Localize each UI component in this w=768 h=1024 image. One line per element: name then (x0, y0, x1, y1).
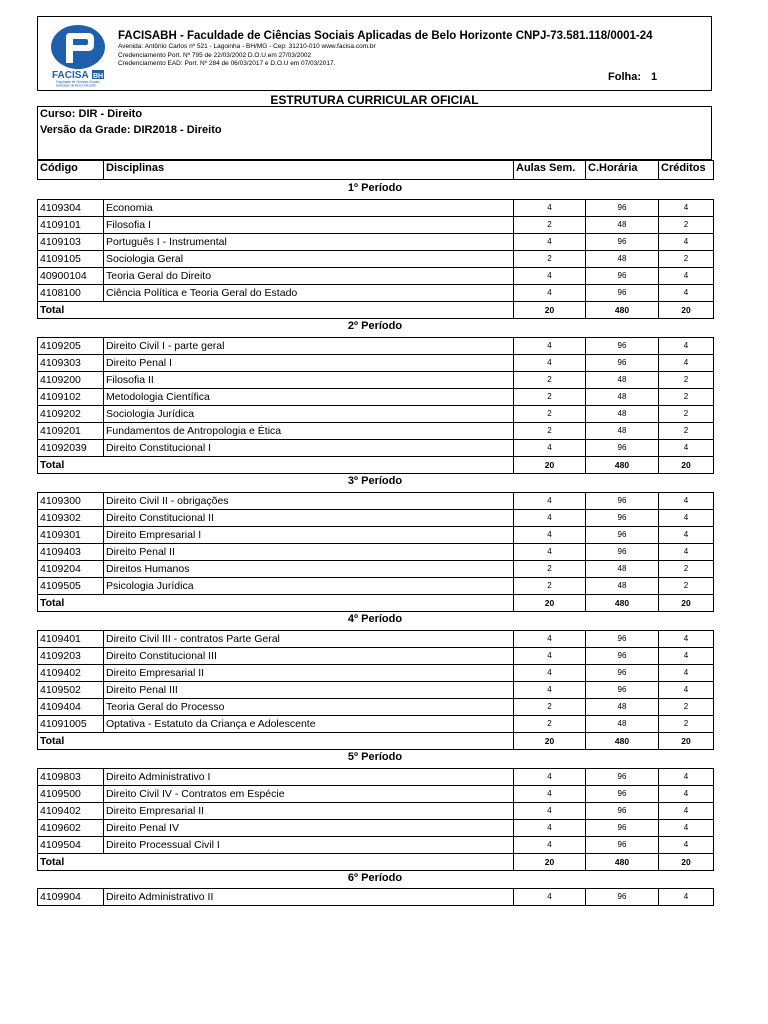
course-workload: 96 (586, 631, 659, 648)
course-credits: 4 (659, 510, 714, 527)
period-title: 6º Período (347, 872, 403, 884)
table-row (38, 682, 714, 699)
course-discipline: Direito Civil I - parte geral (104, 338, 514, 355)
period-table (37, 630, 714, 750)
logo-wordmark: FACISA (52, 70, 89, 81)
course-workload: 96 (586, 820, 659, 837)
course-credits: 2 (659, 389, 714, 406)
course-credits: 4 (659, 200, 714, 217)
course-workload: 48 (586, 699, 659, 716)
course-workload: 48 (586, 578, 659, 595)
course-workload: 96 (586, 338, 659, 355)
course-discipline: Sociologia Jurídica (104, 406, 514, 423)
course-workload: 96 (586, 786, 659, 803)
period-title: 5º Período (347, 751, 403, 763)
course-workload: 48 (586, 406, 659, 423)
table-row (38, 268, 714, 285)
table-row (38, 251, 714, 268)
course-code: 4109200 (38, 372, 104, 389)
accreditation-line-1: Credenciamento Port. Nº 795 de 22/03/2002 D.O.U.em 27/03/2002 (118, 52, 312, 59)
total-row (38, 854, 714, 871)
table-row (38, 217, 714, 234)
total-workload: 480 (586, 733, 659, 750)
course-code: 4109803 (38, 769, 104, 786)
course-code: 4109204 (38, 561, 104, 578)
course-code: 4109303 (38, 355, 104, 372)
course-code: 4109300 (38, 493, 104, 510)
course-workload: 96 (586, 268, 659, 285)
total-credits: 20 (659, 595, 714, 612)
course-code: 4109500 (38, 786, 104, 803)
course-credits: 4 (659, 338, 714, 355)
course-code: 4109502 (38, 682, 104, 699)
total-label: Total (38, 302, 514, 319)
course-credits: 4 (659, 440, 714, 457)
sheet-number (608, 71, 657, 83)
course-weekly-classes: 2 (514, 217, 586, 234)
course-workload: 48 (586, 561, 659, 578)
course-credits: 4 (659, 268, 714, 285)
course-discipline: Economia (104, 200, 514, 217)
course-workload: 48 (586, 372, 659, 389)
course-credits: 4 (659, 803, 714, 820)
course-discipline: Direito Penal IV (104, 820, 514, 837)
course-credits: 4 (659, 769, 714, 786)
total-row (38, 733, 714, 750)
header-discipline: Disciplinas (104, 161, 514, 180)
table-row (38, 200, 714, 217)
column-header-row (37, 160, 714, 180)
course-code: 4109205 (38, 338, 104, 355)
course-weekly-classes: 2 (514, 578, 586, 595)
course-credits: 2 (659, 217, 714, 234)
course-credits: 4 (659, 820, 714, 837)
course-credits: 4 (659, 889, 714, 906)
course-code: 4109105 (38, 251, 104, 268)
total-weekly-classes: 20 (514, 302, 586, 319)
course-weekly-classes: 2 (514, 423, 586, 440)
course-workload: 96 (586, 493, 659, 510)
course-discipline: Psicologia Jurídica (104, 578, 514, 595)
course-code: 4109402 (38, 803, 104, 820)
table-row (38, 372, 714, 389)
course-discipline: Direito Empresarial II (104, 665, 514, 682)
course-weekly-classes: 4 (514, 544, 586, 561)
course-code: 4108100 (38, 285, 104, 302)
course-code: 4109904 (38, 889, 104, 906)
total-workload: 480 (586, 854, 659, 871)
period-table (37, 337, 714, 474)
course-discipline: Direito Processual Civil I (104, 837, 514, 854)
course-credits: 2 (659, 699, 714, 716)
course-weekly-classes: 4 (514, 493, 586, 510)
course-discipline: Direito Civil II - obrigações (104, 493, 514, 510)
period-table (37, 768, 714, 871)
total-credits: 20 (659, 302, 714, 319)
course-credits: 2 (659, 716, 714, 733)
course-weekly-classes: 2 (514, 251, 586, 268)
course-discipline: Direito Empresarial II (104, 803, 514, 820)
course-discipline: Teoria Geral do Processo (104, 699, 514, 716)
period-table (37, 492, 714, 612)
course-weekly-classes: 4 (514, 682, 586, 699)
total-row (38, 302, 714, 319)
course-code: 4109504 (38, 837, 104, 854)
course-code: 4109201 (38, 423, 104, 440)
total-row (38, 457, 714, 474)
course-discipline: Sociologia Geral (104, 251, 514, 268)
table-row (38, 631, 714, 648)
table-row (38, 338, 714, 355)
course-weekly-classes: 4 (514, 769, 586, 786)
course-workload: 96 (586, 682, 659, 699)
table-row (38, 406, 714, 423)
course-discipline: Direito Penal III (104, 682, 514, 699)
course-discipline: Direito Empresarial I (104, 527, 514, 544)
course-code: 4109103 (38, 234, 104, 251)
table-row (38, 578, 714, 595)
table-row (38, 510, 714, 527)
course-code: 4109304 (38, 200, 104, 217)
course-workload: 96 (586, 234, 659, 251)
logo-tagline-2: Aplicadas de Belo Horizonte (56, 83, 97, 87)
course-discipline: Optativa - Estatuto da Criança e Adolescente (104, 716, 514, 733)
total-workload: 480 (586, 595, 659, 612)
course-credits: 2 (659, 372, 714, 389)
course-discipline: Metodologia Científica (104, 389, 514, 406)
course-weekly-classes: 2 (514, 699, 586, 716)
course-discipline: Direito Constitucional III (104, 648, 514, 665)
table-row (38, 440, 714, 457)
course-workload: 96 (586, 544, 659, 561)
sheet-value: 1 (651, 71, 658, 83)
course-workload: 96 (586, 200, 659, 217)
course-code: 4109302 (38, 510, 104, 527)
total-weekly-classes: 20 (514, 854, 586, 871)
table-row (38, 544, 714, 561)
total-credits: 20 (659, 457, 714, 474)
table-row (38, 561, 714, 578)
total-weekly-classes: 20 (514, 595, 586, 612)
course-code: 4109202 (38, 406, 104, 423)
period-title: 2º Período (347, 320, 403, 332)
course-weekly-classes: 4 (514, 803, 586, 820)
course-code: 4109203 (38, 648, 104, 665)
course-credits: 2 (659, 406, 714, 423)
course-weekly-classes: 2 (514, 372, 586, 389)
course-workload: 96 (586, 440, 659, 457)
course-credits: 4 (659, 527, 714, 544)
course-code: 4109102 (38, 389, 104, 406)
course-discipline: Filosofia I (104, 217, 514, 234)
total-row (38, 595, 714, 612)
course-discipline: Direito Civil III - contratos Parte Geral (104, 631, 514, 648)
total-credits: 20 (659, 854, 714, 871)
course-code: 4109505 (38, 578, 104, 595)
course-workload: 96 (586, 648, 659, 665)
document-title: ESTRUTURA CURRICULAR OFICIAL (270, 94, 479, 105)
course-code: 4109101 (38, 217, 104, 234)
course-weekly-classes: 4 (514, 285, 586, 302)
total-label: Total (38, 733, 514, 750)
course-weekly-classes: 4 (514, 527, 586, 544)
course-workload: 48 (586, 217, 659, 234)
course-weekly-classes: 4 (514, 631, 586, 648)
table-row (38, 423, 714, 440)
course-credits: 4 (659, 493, 714, 510)
course-weekly-classes: 4 (514, 648, 586, 665)
institution-header (37, 16, 712, 91)
course-workload: 96 (586, 769, 659, 786)
course-weekly-classes: 4 (514, 338, 586, 355)
course-code: 40900104 (38, 268, 104, 285)
course-discipline: Fundamentos de Antropologia e Ética (104, 423, 514, 440)
total-workload: 480 (586, 457, 659, 474)
table-row (38, 837, 714, 854)
course-discipline: Direito Penal II (104, 544, 514, 561)
course-code: 41091005 (38, 716, 104, 733)
total-credits: 20 (659, 733, 714, 750)
course-code: 4109403 (38, 544, 104, 561)
course-code: 4109602 (38, 820, 104, 837)
course-workload: 96 (586, 889, 659, 906)
course-weekly-classes: 4 (514, 510, 586, 527)
course-credits: 4 (659, 355, 714, 372)
course-discipline: Filosofia II (104, 372, 514, 389)
course-workload: 48 (586, 389, 659, 406)
table-row (38, 699, 714, 716)
course-discipline: Direito Administrativo I (104, 769, 514, 786)
facisa-logo (46, 23, 110, 87)
header-code: Código (38, 161, 104, 180)
course-workload: 96 (586, 355, 659, 372)
course-code: 4109404 (38, 699, 104, 716)
course-name: Curso: DIR - Direito (40, 108, 143, 120)
table-row (38, 889, 714, 906)
course-workload: 48 (586, 423, 659, 440)
period-table (37, 888, 714, 906)
table-row (38, 803, 714, 820)
course-weekly-classes: 2 (514, 406, 586, 423)
total-workload: 480 (586, 302, 659, 319)
curriculum-version: Versão da Grade: DIR2018 - Direito (40, 124, 222, 136)
course-credits: 4 (659, 786, 714, 803)
course-workload: 48 (586, 251, 659, 268)
course-weekly-classes: 4 (514, 200, 586, 217)
course-credits: 2 (659, 423, 714, 440)
course-weekly-classes: 4 (514, 889, 586, 906)
course-discipline: Ciência Política e Teoria Geral do Estado (104, 285, 514, 302)
table-row (38, 769, 714, 786)
course-credits: 4 (659, 544, 714, 561)
header-workload: C.Horária (586, 161, 659, 180)
course-workload: 96 (586, 665, 659, 682)
course-workload: 96 (586, 803, 659, 820)
sheet-label: Folha: (608, 71, 641, 83)
course-workload: 96 (586, 285, 659, 302)
course-credits: 2 (659, 251, 714, 268)
institution-name: FACISABH - Faculdade de Ciências Sociais Aplicadas de Belo Horizonte CNPJ-73.581.118/0001-24 (118, 30, 653, 42)
course-discipline: Teoria Geral do Direito (104, 268, 514, 285)
course-code: 4109402 (38, 665, 104, 682)
course-weekly-classes: 4 (514, 665, 586, 682)
table-row (38, 493, 714, 510)
total-weekly-classes: 20 (514, 457, 586, 474)
table-row (38, 527, 714, 544)
course-discipline: Direito Administrativo II (104, 889, 514, 906)
course-weekly-classes: 4 (514, 786, 586, 803)
course-credits: 2 (659, 561, 714, 578)
total-label: Total (38, 854, 514, 871)
table-row (38, 786, 714, 803)
table-row (38, 716, 714, 733)
course-weekly-classes: 2 (514, 389, 586, 406)
period-title: 4º Período (347, 613, 403, 625)
course-weekly-classes: 4 (514, 820, 586, 837)
course-credits: 4 (659, 631, 714, 648)
course-credits: 4 (659, 665, 714, 682)
period-table (37, 199, 714, 319)
course-workload: 96 (586, 837, 659, 854)
total-label: Total (38, 457, 514, 474)
course-weekly-classes: 4 (514, 268, 586, 285)
course-weekly-classes: 4 (514, 355, 586, 372)
table-row (38, 285, 714, 302)
course-workload: 96 (586, 510, 659, 527)
course-credits: 4 (659, 285, 714, 302)
course-discipline: Direitos Humanos (104, 561, 514, 578)
course-credits: 2 (659, 578, 714, 595)
course-credits: 4 (659, 648, 714, 665)
course-credits: 4 (659, 234, 714, 251)
table-row (38, 648, 714, 665)
course-workload: 48 (586, 716, 659, 733)
table-row (38, 665, 714, 682)
header-weekly-classes: Aulas Sem. (514, 161, 586, 180)
course-weekly-classes: 4 (514, 440, 586, 457)
table-row (38, 389, 714, 406)
institution-address: Avenida: Antônio Carlos nº 521 - Lagoinha - BH/MG - Cep: 31210-010 www.facisa.com.br (118, 43, 376, 50)
course-weekly-classes: 2 (514, 561, 586, 578)
course-discipline: Português I - Instrumental (104, 234, 514, 251)
course-code: 41092039 (38, 440, 104, 457)
course-weekly-classes: 2 (514, 716, 586, 733)
course-discipline: Direito Constitucional I (104, 440, 514, 457)
accreditation-line-2: Credenciamento EAD: Port. Nº 284 de 06/03/2017 e D.O.U em 07/03/2017. (118, 60, 336, 67)
course-discipline: Direito Penal I (104, 355, 514, 372)
course-credits: 4 (659, 682, 714, 699)
course-info (37, 106, 712, 160)
logo-suffix: BH (93, 73, 104, 80)
period-title: 3º Período (347, 475, 403, 487)
course-weekly-classes: 4 (514, 837, 586, 854)
course-weekly-classes: 4 (514, 234, 586, 251)
table-row (38, 820, 714, 837)
course-code: 4109301 (38, 527, 104, 544)
header-credits: Créditos (659, 161, 714, 180)
table-row (38, 234, 714, 251)
course-discipline: Direito Constitucional II (104, 510, 514, 527)
course-credits: 4 (659, 837, 714, 854)
total-label: Total (38, 595, 514, 612)
course-workload: 96 (586, 527, 659, 544)
course-discipline: Direito Civil IV - Contratos em Espécie (104, 786, 514, 803)
course-code: 4109401 (38, 631, 104, 648)
period-title: 1º Período (347, 182, 403, 194)
table-row (38, 355, 714, 372)
total-weekly-classes: 20 (514, 733, 586, 750)
logo-tagline-1: Faculdade de Ciências Sociais (56, 80, 100, 84)
